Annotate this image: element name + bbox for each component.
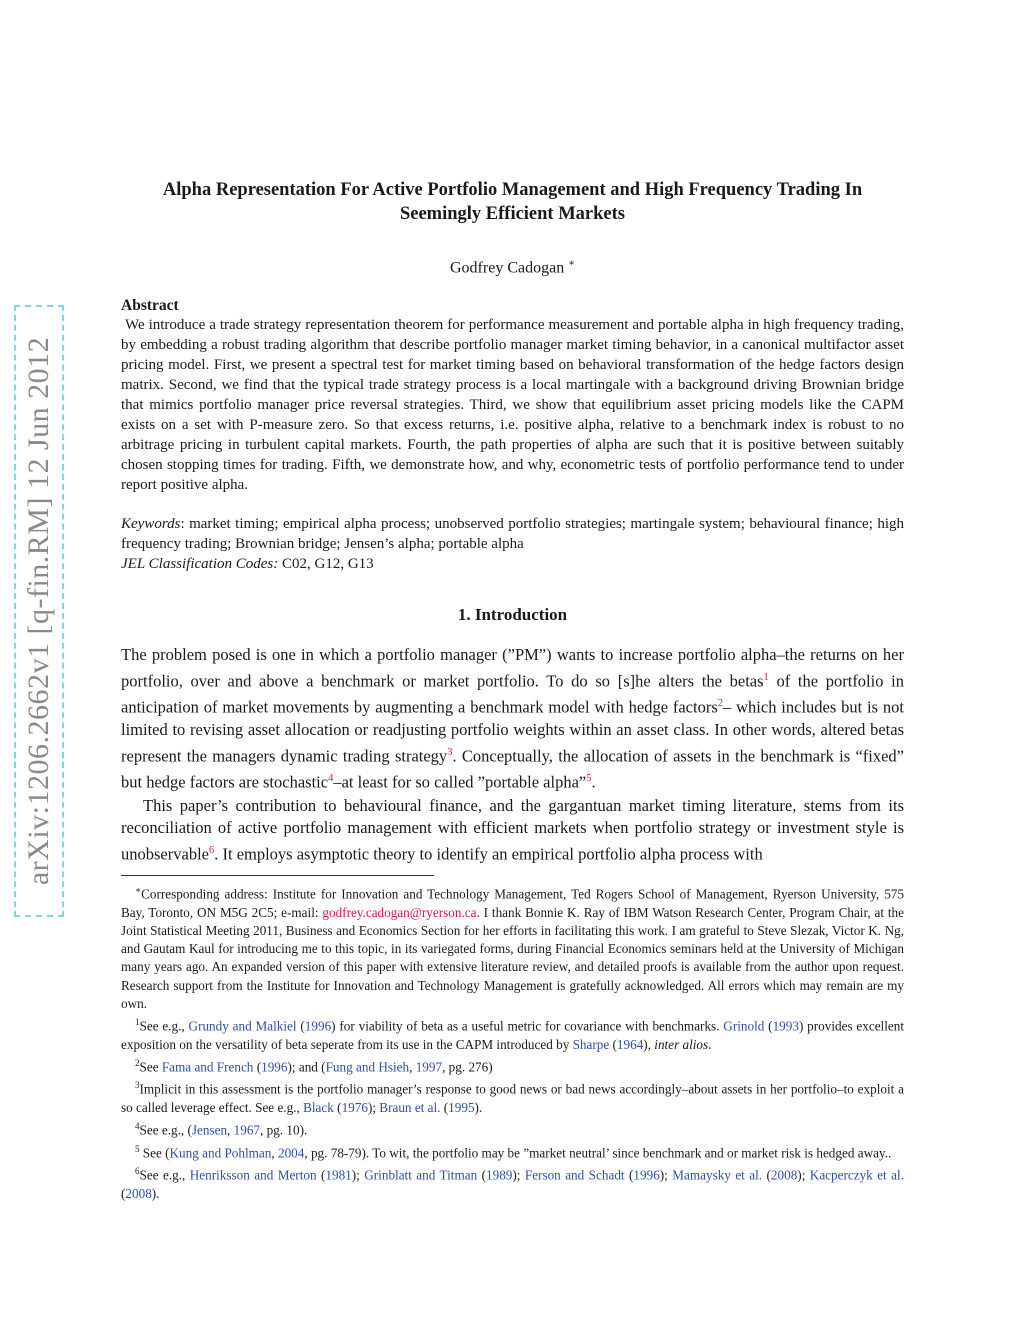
- fn1-text: See e.g.,: [139, 1018, 189, 1034]
- p1-text-b: of the portfolio in anticipation of market movements by augmenting a benchmark model with hedge factors: [121, 671, 904, 717]
- footnote-star-mark: ∗: [135, 885, 142, 896]
- arxiv-stamp: arXiv:1206.2662v1 [q-fin.RM] 12 Jun 2012: [22, 336, 55, 886]
- citation-year-link[interactable]: 1967: [233, 1122, 261, 1138]
- citation-link[interactable]: Black: [303, 1099, 334, 1115]
- fn4-text: See e.g., (: [139, 1122, 192, 1138]
- citation-link[interactable]: Jensen: [191, 1122, 228, 1138]
- footnote-5-mark: 5: [135, 1143, 140, 1154]
- fn2-text: , pg. 276): [442, 1059, 493, 1075]
- citation-link[interactable]: Kacperczyk et al.: [809, 1167, 904, 1183]
- author-line: [121, 258, 904, 277]
- footnote-link-6[interactable]: 6: [208, 844, 215, 856]
- citation-link[interactable]: Henriksson and Merton: [189, 1167, 317, 1183]
- footnote-link-4[interactable]: 4: [328, 773, 334, 785]
- fn3-text: );: [367, 1099, 380, 1115]
- fn1-text: ) for viability of beta as a useful metric for covariance with benchmarks.: [331, 1018, 724, 1034]
- citation-link[interactable]: Fung and Hsieh: [325, 1059, 410, 1075]
- p1-text-e: –at least for so called ”portable alpha”: [333, 772, 587, 792]
- intro-paragraph-1: [121, 644, 904, 794]
- fn2-text: (: [253, 1059, 262, 1075]
- abstract-heading: Abstract: [121, 297, 179, 315]
- footnote-5: [121, 1140, 904, 1163]
- citation-year-link[interactable]: 2004: [277, 1145, 305, 1161]
- intro-paragraph-2: [121, 795, 904, 867]
- footnote-link-5[interactable]: 5: [586, 773, 592, 785]
- fn1-italic: inter alios: [654, 1036, 709, 1052]
- footnote-star-text-b: . I thank Bonnie K. Ray of IBM Watson Research Center, Program Chair, at the Joint Statistical Meeting 2011, Business and Economics Section for her efforts in facilitating this work. I am grateful to Steve Slezak, Victor K. Ng, and Gautam Kaul for introducing me to this topic, in its variegated forms, during Financial Economics seminars held at the University of Michigan many years ago. An expanded version of this paper with extensive literature review, and detailed proofs is available from the author upon request. Research support from the Institute for Innovation and Technology Management is gratefully acknowledged. All errors which may remain are my own.: [121, 904, 904, 1011]
- fn3-text: ).: [474, 1099, 483, 1115]
- fn6-text: );: [797, 1167, 810, 1183]
- paper-page: [121, 178, 904, 1203]
- citation-link[interactable]: Grinold: [723, 1018, 765, 1034]
- fn1-text: .: [708, 1036, 712, 1052]
- citation-year-link[interactable]: 1981: [325, 1167, 352, 1183]
- footnote-3-mark: 3: [135, 1080, 140, 1091]
- p1-text-d: . Conceptually, the allocation of assets in the benchmark is “fixed” but hedge factors are stochastic: [121, 746, 904, 792]
- citation-link[interactable]: Fama and French: [161, 1059, 254, 1075]
- fn3-text: (: [333, 1099, 342, 1115]
- citation-year-link[interactable]: 2008: [125, 1185, 152, 1201]
- abstract-text: We introduce a trade strategy representation theorem for performance measurement and portable alpha in high frequency trading, by embedding a robust trading algorithm that describe portfolio manager market timing behavior, in a canonical multifactor asset pricing model. First, we present a spectral test for market timing based on behavioral transformation of the hedge factors design matrix. Second, we find that the typical trade strategy process is a local martingale with a background driving Brownian bridge that mimics portfolio manager price reversal strategies. Third, we show that equilibrium asset pricing models like the CAPM exists on a set with P-measure zero. So that excess returns, i.e. positive alpha, relative to a benchmark index is robust to no arbitrage pricing in turbulent capital markets. Fourth, the path properties of alpha are such that it is positive between suitably chosen stopping times for trading. Fifth, we demonstrate how, and why, econometric tests of portfolio performance tend to under report positive alpha.: [121, 317, 904, 494]
- footnote-link-1[interactable]: 1: [763, 672, 769, 684]
- fn5-text: See (: [139, 1145, 170, 1161]
- paper-title: [121, 178, 904, 226]
- fn6-text: );: [351, 1167, 365, 1183]
- p1-text-f: .: [591, 772, 596, 792]
- fn2-text: See: [139, 1059, 162, 1075]
- fn1-text: (: [764, 1018, 773, 1034]
- fn3-text: (: [440, 1099, 449, 1115]
- footnote-1: [121, 1013, 904, 1054]
- p1-text-c: – which includes but is not limited to revising asset allocation or readjusting portfolio weights within an asset class. In other words, altered betas represent the managers dynamic trading strategy: [121, 697, 905, 766]
- citation-link[interactable]: Kung and Pohlman: [169, 1145, 272, 1161]
- footnote-4: [121, 1117, 904, 1140]
- fn1-text: ),: [643, 1036, 655, 1052]
- fn6-text: );: [512, 1167, 525, 1183]
- footnote-2-mark: 2: [135, 1057, 140, 1068]
- footnote-rule: [121, 875, 434, 876]
- footnote-1-mark: 1: [135, 1016, 140, 1027]
- fn5-text: , pg. 78-79). To wit, the portfolio may be ”market neutral’ since benchmark and or market risk is hedged away..: [304, 1145, 892, 1161]
- footnote-2: [121, 1054, 904, 1077]
- keywords-text: : market timing; empirical alpha process; unobserved portfolio strategies; martingale system; behavioural finance; high frequency trading; Brownian bridge; Jensen’s alpha; portable alpha: [121, 516, 904, 553]
- fn6-text: See e.g.,: [139, 1167, 190, 1183]
- footnote-6: [121, 1162, 904, 1203]
- citation-year-link[interactable]: 1989: [486, 1167, 513, 1183]
- citation-year-link[interactable]: 1976: [341, 1099, 368, 1115]
- fn5-text: ,: [271, 1145, 278, 1161]
- footnote-star-text-a: Corresponding address: Institute for Innovation and Technology Management, Ted Rogers School of Management, Ryerson University, 575 Bay, Toronto, ON M5G 2C5; e-mail:: [121, 886, 904, 920]
- citation-year-link[interactable]: 1996: [633, 1167, 660, 1183]
- footnote-3: [121, 1076, 904, 1117]
- fn6-text: (: [477, 1167, 486, 1183]
- footnote-link-3[interactable]: 3: [447, 747, 453, 759]
- citation-link[interactable]: Braun et al.: [379, 1099, 441, 1115]
- fn4-text: , pg. 10).: [260, 1122, 308, 1138]
- citation-year-link[interactable]: 1993: [772, 1018, 799, 1034]
- citation-link[interactable]: Grundy and Malkiel: [188, 1018, 297, 1034]
- keywords-block: [121, 514, 904, 574]
- fn6-text: (: [762, 1167, 771, 1183]
- fn1-text: (: [296, 1018, 305, 1034]
- citation-year-link[interactable]: 1996: [261, 1059, 288, 1075]
- fn6-text: );: [659, 1167, 673, 1183]
- keywords-label: Keywords: [121, 516, 181, 533]
- citation-link[interactable]: Ferson and Schadt: [524, 1167, 625, 1183]
- author-footnote-mark[interactable]: ∗: [568, 258, 575, 269]
- citation-link[interactable]: Sharpe: [572, 1036, 610, 1052]
- citation-year-link[interactable]: 1964: [616, 1036, 644, 1052]
- fn1-text: (: [609, 1036, 617, 1052]
- fn4-text: ,: [227, 1122, 234, 1138]
- jel-codes: C02, G12, G13: [278, 556, 374, 573]
- jel-label: JEL Classification Codes:: [121, 556, 279, 573]
- citation-link[interactable]: Grinblatt and Titman: [364, 1167, 478, 1183]
- fn6-text: (: [624, 1167, 634, 1183]
- footnote-6-mark: 6: [135, 1166, 140, 1177]
- p2-text-b: . It employs asymptotic theory to identify an empirical portfolio alpha process with: [214, 844, 763, 864]
- author-name: Godfrey Cadogan: [450, 259, 565, 277]
- citation-year-link[interactable]: 2008: [770, 1167, 798, 1183]
- title-line-2: Seemingly Efficient Markets: [399, 204, 626, 224]
- citation-year-link[interactable]: 1997: [415, 1059, 443, 1075]
- citation-year-link[interactable]: 1996: [304, 1018, 332, 1034]
- footnote-4-mark: 4: [135, 1121, 140, 1132]
- citation-year-link[interactable]: 1995: [448, 1099, 475, 1115]
- email-link[interactable]: godfrey.cadogan@ryerson.ca: [322, 904, 477, 920]
- fn2-text: ,: [409, 1059, 416, 1075]
- fn1-text: ) provides excellent exposition on the versatility of beta seperate from its use in the CAPM introduced by: [121, 1018, 904, 1052]
- title-line-1: Alpha Representation For Active Portfolio Management and High Frequency Trading In: [162, 180, 863, 200]
- footnote-link-2[interactable]: 2: [717, 698, 724, 710]
- fn6-text: (: [316, 1167, 326, 1183]
- footnote-star: [121, 881, 904, 1013]
- p1-text-a: The problem posed is one in which a portfolio manager (”PM”) wants to increase portfolio alpha–the returns on her portfolio, over and above a benchmark or market portfolio. To do so [s]he alters the betas: [121, 645, 904, 691]
- section-heading: 1. Introduction: [457, 605, 568, 625]
- fn3-text: Implicit in this assessment is the portfolio manager’s response to good news or bad news accordingly–about assets in her portfolio–to exploit a so called leverage effect. See e.g.,: [121, 1081, 904, 1115]
- citation-link[interactable]: Mamaysky et al.: [672, 1167, 763, 1183]
- p2-text-a: This paper’s contribution to behavioural finance, and the gargantuan market timing literature, stems from its reconciliation of active portfolio management with efficient markets when portfolio strategy or investment style is unobservable: [121, 795, 904, 864]
- arxiv-stamp-box: [14, 305, 64, 917]
- fn6-text: (: [121, 1185, 126, 1201]
- fn2-text: ); and (: [287, 1059, 326, 1075]
- fn6-text: ).: [151, 1185, 160, 1201]
